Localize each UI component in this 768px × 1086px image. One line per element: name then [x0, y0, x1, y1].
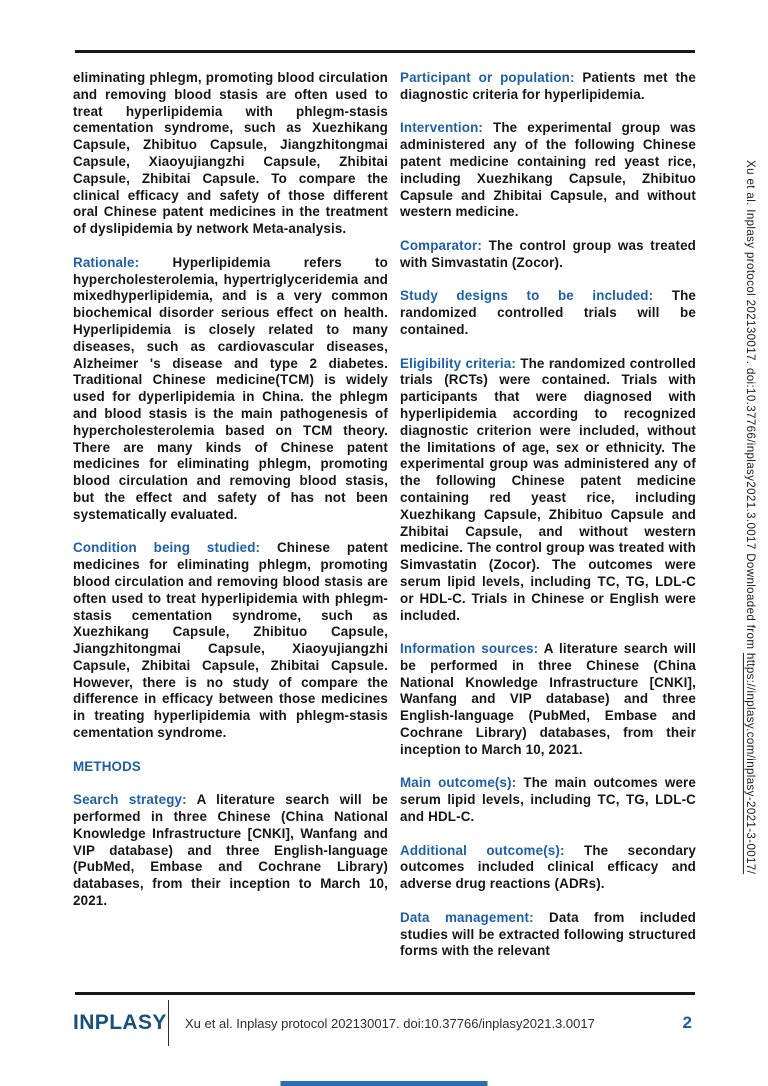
side-citation-link[interactable]: https://inplasy.com/inplasy-2021-3-0017/ [744, 652, 757, 875]
section-participant-or-population [400, 70, 696, 104]
comparator-label: Comparator: [400, 237, 483, 253]
intervention-label: Intervention: [400, 120, 484, 136]
content-columns [73, 70, 696, 977]
main-outcomes-text: The main outcomes were serum lipid levels, including TC, TG, LDL-C and HDL-C. [400, 775, 697, 825]
study-designs-label: Study designs to be included: [400, 288, 654, 304]
footer-citation: Xu et al. Inplasy protocol 202130017. doi:10.37766/inplasy2021.3.0017 [185, 1015, 595, 1031]
condition-being-studied-text: Chinese patent medicines for eliminating phlegm, promoting blood circulation and removing blood stasis are often used to treat hyperlipidemia with phlegm-stasis cementation syndrome, such as Xuezhikang Capsule, Zhibituo Capsule, Jiangzhitongmai Capsule, Xiaoyujiangzhi Capsule, Zhibitai Capsule, Zhibitai Capsule. However, there is no study of compare the difference in efficacy between those medicines in treating hyperlipidemia with phlegm-stasis cementation syndrome. [73, 540, 388, 741]
search-strategy-text: A literature search will be performed in three Chinese (China National Knowledge Infrastructure [CNKI], Wanfang and VIP database) and three English-language (PubMed, Embase and Cochrane Library) databases, from their inception to March 10, 2021. [73, 792, 389, 909]
methods-heading: METHODS [73, 758, 142, 774]
section-intervention [400, 120, 696, 221]
section-eligibility-criteria [400, 356, 696, 625]
section-search-strategy [73, 792, 388, 910]
data-management-label: Data management: [400, 909, 534, 925]
rationale-label: Rationale: [73, 254, 140, 270]
section-study-designs [400, 288, 696, 338]
footer-divider [168, 1000, 169, 1046]
side-citation-vertical [744, 160, 757, 874]
footer-rule [75, 992, 695, 995]
section-condition-being-studied [73, 540, 388, 742]
intervention-text: The experimental group was administered any of the following Chinese patent medicine containing red yeast rice, including Xuezhikang Capsule, Zhibituo Capsule and Zhibitai Capsule, and without western medicine. [400, 120, 696, 220]
section-data-management [400, 910, 696, 960]
additional-outcomes-text: The secondary outcomes included clinical efficacy and adverse drug reactions (ADRs). [400, 842, 696, 892]
page-number: 2 [682, 1013, 692, 1032]
footer [73, 999, 695, 1047]
section-rationale [73, 255, 388, 524]
eligibility-criteria-label: Eligibility criteria: [400, 355, 516, 371]
inplasy-logo: INPLASY [73, 1011, 167, 1034]
information-sources-label: Information sources: [400, 641, 539, 657]
comparator-text: The control group was treated with Simvastatin (Zocor). [400, 237, 696, 270]
rationale-text: Hyperlipidemia refers to hypercholesterolemia, hypertriglyceridemia and mixedhyperlipidemia, and is a very common biochemical disorder serious effect on health. Hyperlipidemia is closely related to many diseases, such as cardiovascular diseases, Alzheimer 's disease and type 2 diabetes. Traditional Chinese medicine(TCM) is widely used for dyperlipidemia in China. the phlegm and blood stasis is the main pathogenesis of hypercholesterolemia based on TCM theory. There are many kinds of Chinese patent medicines for eliminating phlegm, promoting blood circulation and removing blood stasis, but the effect and safety of has not been systematically evaluated. [73, 254, 388, 522]
intro-paragraph: eliminating phlegm, promoting blood circulation and removing blood stasis are often used to treat hyperlipidemia with phlegm-stasis cementation syndrome, such as Xuezhikang Capsule, Zhibituo Capsule, Jiangzhitongmai Capsule, Xiaoyujiangzhi Capsule, Zhibitai Capsule, Zhibitai Capsule. To compare the clinical efficacy and safety of those different oral Chinese patent medicines in the treatment of dyslipidemia by network Meta-analysis. [73, 70, 388, 237]
study-designs-text: The randomized controlled trials will be contained. [400, 288, 696, 337]
side-citation-text: Xu et al. Inplasy protocol 202130017. doi:10.37766/inplasy2021.3.0017 Downloaded from [744, 160, 757, 653]
bottom-accent-bar [281, 1081, 488, 1086]
section-information-sources [400, 641, 696, 759]
participant-or-population-text: Patients met the diagnostic criteria for hyperlipidemia. [400, 70, 696, 102]
right-column [400, 70, 696, 977]
information-sources-text: A literature search will be performed in three Chinese (China National Knowledge Infrastructure [CNKI], Wanfang and VIP database) and three English-language (PubMed, Embase and Cochrane Library) databases, from their inception to March 10, 2021. [400, 641, 697, 757]
data-management-text: Data from included studies will be extracted following structured forms with the relevant [400, 909, 696, 959]
condition-being-studied-label: Condition being studied: [73, 540, 261, 556]
section-main-outcomes [400, 775, 696, 825]
participant-or-population-label: Participant or population: [400, 70, 575, 85]
search-strategy-label: Search strategy: [73, 792, 187, 808]
section-comparator [400, 238, 696, 272]
section-additional-outcomes [400, 843, 696, 893]
additional-outcomes-label: Additional outcome(s): [400, 842, 565, 858]
eligibility-criteria-text: The randomized controlled trials (RCTs) were contained. Trials with participants that were diagnosed with hyperlipidemia according to recognized diagnostic criterion were included, without the limitations of age, sex or ethnicity. The experimental group was administered any of the following Chinese patent medicine containing red yeast rice, including Xuezhikang Capsule, Zhibituo Capsule and Zhibitai Capsule, and without western medicine. The control group was treated with Simvastatin (Zocor). The outcomes were serum lipid levels, including TC, TG, LDL-C or HDL-C. Trials in Chinese or English were included. [400, 355, 696, 623]
top-rule [75, 50, 695, 53]
main-outcomes-label: Main outcome(s): [400, 775, 517, 791]
left-column [73, 70, 388, 977]
